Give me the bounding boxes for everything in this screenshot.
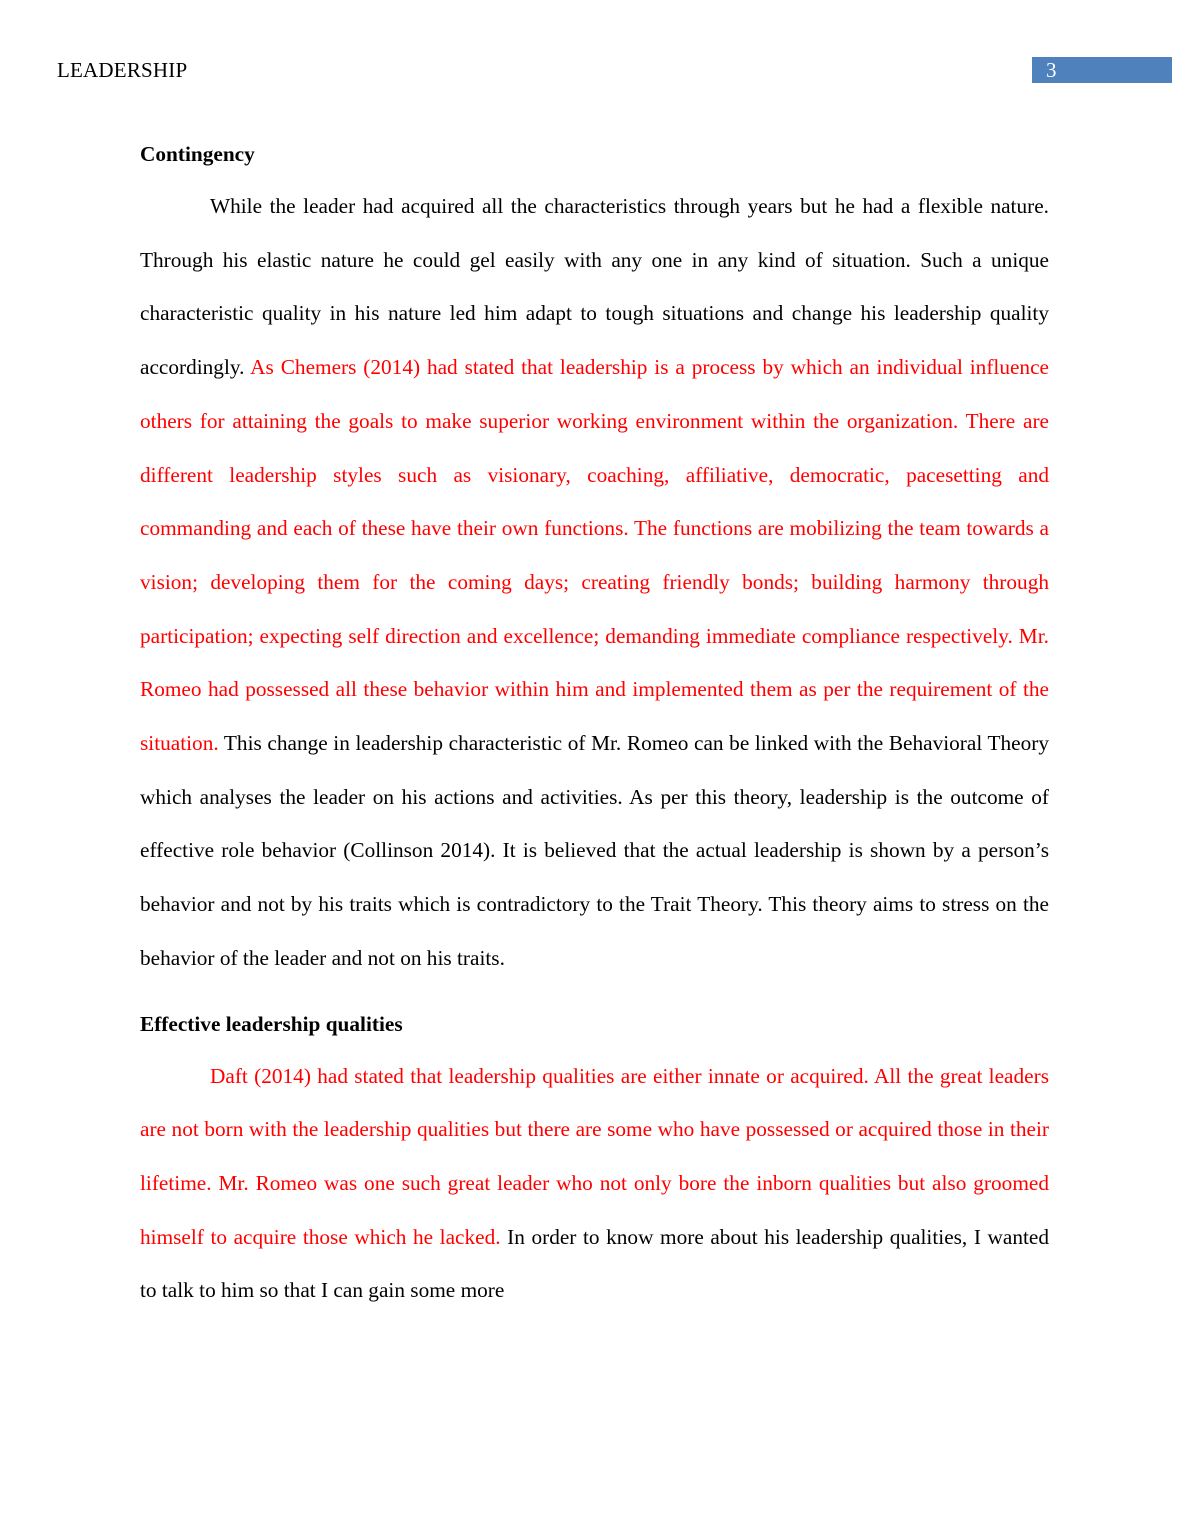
paragraph-segment-highlighted: As Chemers (2014) had stated that leadership is a process by which an individual influence others for attaining the goals to make superior working environment within the organization. There are different leadership styles such as visionary, coaching, affiliative, democratic, pacesetting and commanding and each of these have their own functions. The functions are mobilizing the team towards a vision; developing them for the coming days; creating friendly bonds; building harmony through participation; expecting self direction and excellence; demanding immediate compliance respectively. Mr. Romeo had possessed all these behavior within him and implemented them as per the requirement of the situation.	[140, 355, 1049, 756]
page-number: 3	[1046, 58, 1057, 82]
paragraph-segment-highlighted: Daft (2014) had stated that leadership qualities are either innate or acquired. All the great leaders are not born with the leadership qualities but there are some who have possessed or acquired those in their lifetime. Mr. Romeo was one such great leader who not only bore the inborn qualities but also groomed himself to acquire those which he lacked.	[140, 1063, 1049, 1249]
paragraph-segment: This change in leadership characteristic of Mr. Romeo can be linked with the Behavioral Theory which analyses the leader on his actions and activities. As per this theory, leadership is the outcome of effective role behavior (Collinson 2014). It is believed that the actual leadership is shown by a person’s behavior and not by his traits which is contradictory to the Trait Theory. This theory aims to stress on the behavior of the leader and not on his traits.	[140, 731, 1049, 970]
section-heading-contingency: Contingency	[140, 142, 255, 166]
document-body	[140, 138, 1049, 1318]
header-running-head: LEADERSHIP	[57, 58, 188, 82]
paragraph-contingency	[140, 180, 1049, 986]
section-heading-effective-leadership: Effective leadership qualities	[140, 1011, 403, 1036]
page-number-box	[1032, 57, 1172, 83]
paragraph-segment: In order to know more about his leadership qualities, I wanted to talk to him so that I can gain some more	[140, 1224, 1049, 1303]
paragraph-effective-leadership	[140, 1050, 1049, 1319]
paragraph-segment: While the leader had acquired all the characteristics through years but he had a flexible nature. Through his elastic nature he could gel easily with any one in any kind of situation. Such a unique characteristic quality in his nature led him adapt to tough situations and change his leadership quality accordingly.	[140, 194, 1049, 380]
